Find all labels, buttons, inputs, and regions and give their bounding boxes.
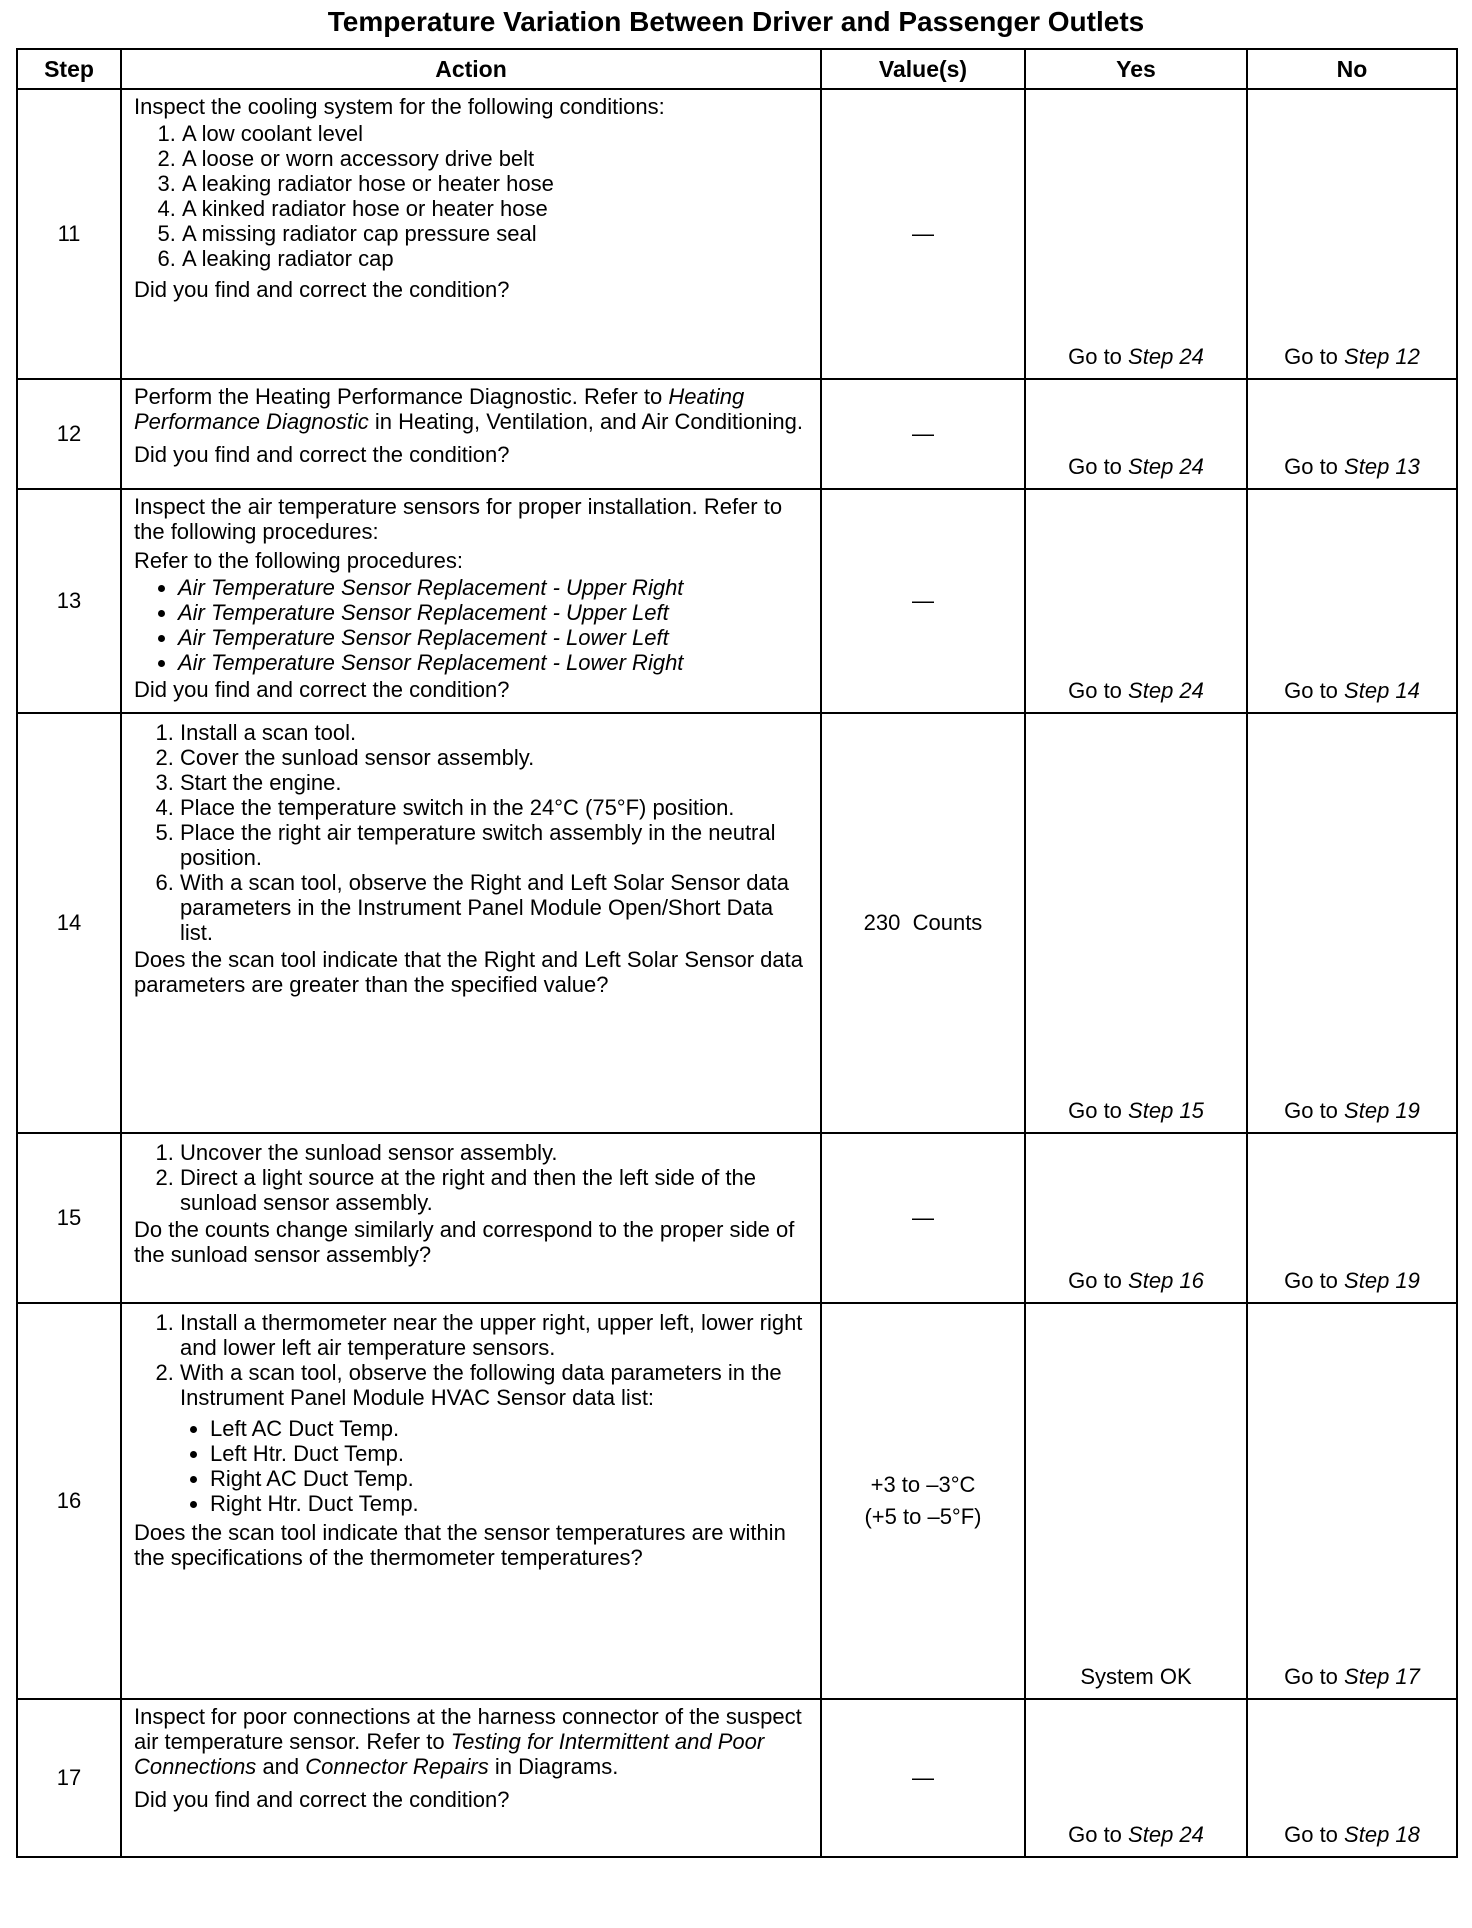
goto-text: Go to [1284, 1098, 1338, 1123]
list-item: 1. Install a scan tool. [180, 720, 808, 745]
yes-cell [1025, 1133, 1247, 1303]
action-cell [121, 89, 821, 379]
goto-text: Go to [1284, 1664, 1338, 1689]
table-row [17, 89, 1457, 379]
list-item: 6. With a scan tool, observe the Right and Left Solar Sensor data parameters in the Instrument Panel Module Open/Short Data list. [180, 870, 808, 945]
goto-text: Go to [1284, 1268, 1338, 1293]
yes-cell [1025, 1699, 1247, 1857]
value-cell [821, 1303, 1025, 1699]
list-item: 3. Start the engine. [180, 770, 808, 795]
goto-step-link[interactable]: Step 19 [1344, 1268, 1420, 1293]
goto-text: Go to [1284, 344, 1338, 369]
step-number: 14 [17, 713, 121, 1133]
step-number: 13 [17, 489, 121, 713]
goto-text: Go to [1068, 344, 1122, 369]
action-text-part: and [262, 1754, 300, 1779]
yes-cell: System OK [1025, 1303, 1247, 1699]
no-cell [1247, 713, 1457, 1133]
data-parameter-list [180, 1416, 808, 1516]
action-question: Does the scan tool indicate that the Right and Left Solar Sensor data parameters are greater than the specified value? [134, 947, 803, 997]
list-item: • Right AC Duct Temp. [210, 1466, 808, 1491]
action-cell [121, 1699, 821, 1857]
action-intro: Inspect the air temperature sensors for proper installation. Refer to the following procedures: [134, 494, 783, 544]
procedure-list [134, 575, 808, 675]
step-number: 16 [17, 1303, 121, 1699]
list-item: 5. A missing radiator cap pressure seal [182, 221, 808, 246]
goto-text: Go to [1284, 678, 1338, 703]
list-item: 2. Cover the sunload sensor assembly. [180, 745, 808, 770]
header-yes: Yes [1025, 49, 1247, 89]
yes-cell [1025, 89, 1247, 379]
table-row [17, 1133, 1457, 1303]
yes-cell [1025, 489, 1247, 713]
reference-link[interactable]: Connector Repairs [305, 1754, 489, 1779]
list-item[interactable]: • Air Temperature Sensor Replacement - Upper Right [178, 575, 808, 600]
action-cell [121, 713, 821, 1133]
goto-step-link[interactable]: Step 15 [1128, 1098, 1204, 1123]
list-item: 6. A leaking radiator cap [182, 246, 808, 271]
action-question: Did you find and correct the condition? [134, 442, 510, 467]
action-question: Does the scan tool indicate that the sensor temperatures are within the specifications of the thermometer temperatures? [134, 1520, 786, 1570]
goto-step-link[interactable]: Step 16 [1128, 1268, 1204, 1293]
header-row [17, 49, 1457, 89]
goto-text: Go to [1068, 454, 1122, 479]
value-line: +3 to –3°C [870, 1472, 976, 1497]
list-item: • Right Htr. Duct Temp. [210, 1491, 808, 1516]
action-question: Did you find and correct the condition? [134, 1787, 510, 1812]
goto-step-link[interactable]: Step 24 [1128, 1822, 1204, 1847]
value-cell: — [821, 379, 1025, 489]
procedure-list [134, 1310, 808, 1516]
list-item: 3. A leaking radiator hose or heater hose [182, 171, 808, 196]
action-intro-2: Refer to the following procedures: [134, 548, 463, 573]
goto-text: Go to [1068, 1268, 1122, 1293]
goto-step-link[interactable]: Step 12 [1344, 344, 1420, 369]
list-item: 4. A kinked radiator hose or heater hose [182, 196, 808, 221]
procedure-list [134, 720, 808, 945]
procedure-list [134, 1140, 808, 1215]
action-text [134, 384, 808, 434]
list-item-text: With a scan tool, observe the following data parameters in the Instrument Panel Module HVAC Sensor data list: [180, 1360, 782, 1410]
goto-step-link[interactable]: Step 19 [1344, 1098, 1420, 1123]
list-item: • Left AC Duct Temp. [210, 1416, 808, 1441]
action-text [134, 1704, 808, 1779]
value-cell: — [821, 89, 1025, 379]
action-question: Do the counts change similarly and correspond to the proper side of the sunload sensor assembly? [134, 1217, 795, 1267]
goto-text: Go to [1068, 1098, 1122, 1123]
no-cell [1247, 89, 1457, 379]
goto-step-link[interactable]: Step 24 [1128, 678, 1204, 703]
table-row [17, 379, 1457, 489]
list-item [180, 1360, 808, 1516]
goto-step-link[interactable]: Step 18 [1344, 1822, 1420, 1847]
list-item[interactable]: • Air Temperature Sensor Replacement - Lower Right [178, 650, 808, 675]
goto-step-link[interactable]: Step 13 [1344, 454, 1420, 479]
goto-step-link[interactable]: Step 14 [1344, 678, 1420, 703]
action-cell [121, 379, 821, 489]
action-intro: Inspect the cooling system for the following conditions: [134, 94, 665, 119]
step-number: 17 [17, 1699, 121, 1857]
no-cell [1247, 489, 1457, 713]
action-text-part: Inspect for poor connections at the harness connector of the suspect air temperature sensor. Refer to [134, 1704, 802, 1754]
list-item: 2. A loose or worn accessory drive belt [182, 146, 808, 171]
no-cell [1247, 379, 1457, 489]
header-action: Action [121, 49, 821, 89]
header-no: No [1247, 49, 1457, 89]
action-question: Did you find and correct the condition? [134, 677, 510, 702]
value-line: (+5 to –5°F) [864, 1504, 982, 1529]
step-number: 15 [17, 1133, 121, 1303]
action-question: Did you find and correct the condition? [134, 277, 510, 302]
list-item[interactable]: • Air Temperature Sensor Replacement - Lower Left [178, 625, 808, 650]
table-row [17, 1699, 1457, 1857]
value-cell: — [821, 489, 1025, 713]
action-text-part: in Diagrams. [494, 1754, 619, 1779]
action-cell [121, 489, 821, 713]
list-item[interactable]: • Air Temperature Sensor Replacement - Upper Left [178, 600, 808, 625]
list-item: 1. A low coolant level [182, 121, 808, 146]
table-row [17, 489, 1457, 713]
condition-list [134, 121, 808, 271]
goto-step-link[interactable]: Step 24 [1128, 344, 1204, 369]
value-cell: — [821, 1133, 1025, 1303]
goto-text: Go to [1284, 1822, 1338, 1847]
goto-text: Go to [1068, 678, 1122, 703]
yes-cell [1025, 379, 1247, 489]
action-cell [121, 1133, 821, 1303]
action-text-part: Perform the Heating Performance Diagnostic. Refer to [134, 384, 663, 409]
list-item: 5. Place the right air temperature switch assembly in the neutral position. [180, 820, 808, 870]
header-step: Step [17, 49, 121, 89]
header-values: Value(s) [821, 49, 1025, 89]
table-row [17, 713, 1457, 1133]
reference-link[interactable]: Heating Performance Diagnostic [134, 384, 745, 434]
no-cell [1247, 1303, 1457, 1699]
list-item: • Left Htr. Duct Temp. [210, 1441, 808, 1466]
action-cell [121, 1303, 821, 1699]
no-cell [1247, 1133, 1457, 1303]
value-cell: 230 Counts [821, 713, 1025, 1133]
step-number: 11 [17, 89, 121, 379]
action-text-part: in Heating, Ventilation, and Air Conditioning. [374, 409, 803, 434]
table-title: Temperature Variation Between Driver and Passenger Outlets [327, 6, 1145, 37]
value-cell: — [821, 1699, 1025, 1857]
list-item: 2. Direct a light source at the right and then the left side of the sunload sensor assembly. [180, 1165, 808, 1215]
list-item: 1. Install a thermometer near the upper right, upper left, lower right and lower left air temperature sensors. [180, 1310, 808, 1360]
list-item: 1. Uncover the sunload sensor assembly. [180, 1140, 808, 1165]
no-cell [1247, 1699, 1457, 1857]
list-item: 4. Place the temperature switch in the 24°C (75°F) position. [180, 795, 808, 820]
diagnostic-table [16, 48, 1458, 1858]
goto-text: Go to [1284, 454, 1338, 479]
table-row [17, 1303, 1457, 1699]
step-number: 12 [17, 379, 121, 489]
goto-step-link[interactable]: Step 24 [1128, 454, 1204, 479]
yes-cell [1025, 713, 1247, 1133]
reference-link[interactable]: Testing for Intermittent and Poor Connections [134, 1729, 765, 1779]
goto-step-link[interactable]: Step 17 [1344, 1664, 1420, 1689]
goto-text: Go to [1068, 1822, 1122, 1847]
